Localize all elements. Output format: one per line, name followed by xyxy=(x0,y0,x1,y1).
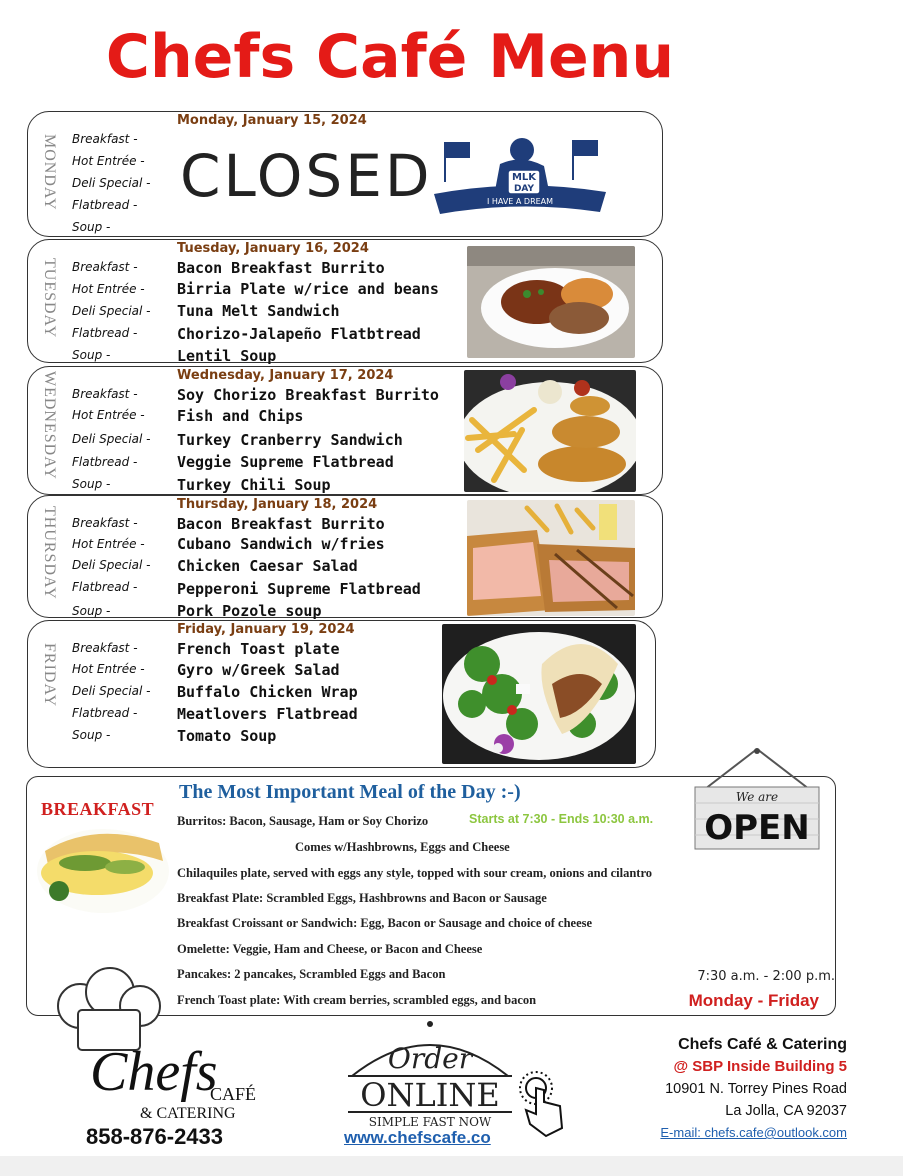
item-flatbread: Meatlovers Flatbread xyxy=(177,705,358,723)
breakfast-line: Breakfast Croissant or Sandwich: Egg, Bacon or Sausage and choice of cheese xyxy=(177,916,593,930)
label-breakfast: Breakfast - xyxy=(72,641,138,655)
item-hot-entree: Gyro w/Greek Salad xyxy=(177,661,340,679)
city-state-zip: La Jolla, CA 92037 xyxy=(725,1103,847,1119)
birria-plate-photo xyxy=(467,246,635,358)
bottom-strip xyxy=(0,1156,903,1176)
cubano-sandwich-photo xyxy=(467,500,635,616)
label-soup: Soup - xyxy=(72,728,111,742)
day-card-monday xyxy=(27,111,663,237)
label-flatbread: Flatbread - xyxy=(72,455,138,469)
label-hot-entree: Hot Entrée - xyxy=(72,537,145,551)
breakfast-line: Breakfast Plate: Scrambled Eggs, Hashbrowns and Bacon or Sausage xyxy=(177,891,547,905)
email-link[interactable]: E-mail: chefs.cafe@outlook.com xyxy=(660,1125,847,1140)
item-hot-entree: Fish and Chips xyxy=(177,407,304,425)
label-soup: Soup - xyxy=(72,604,111,618)
phone-number[interactable]: 858-876-2433 xyxy=(86,1124,224,1149)
date: Thursday, January 18, 2024 xyxy=(177,497,378,512)
open-sign-top: We are xyxy=(735,790,779,804)
website-link[interactable]: www.chefscafe.co xyxy=(344,1128,491,1147)
breakfast-headline: The Most Important Meal of the Day :-) xyxy=(179,781,521,803)
item-hot-entree: Birria Plate w/rice and beans xyxy=(177,280,439,298)
business-name: Chefs Café & Catering xyxy=(678,1036,847,1053)
day-name: WEDNESDAY xyxy=(41,371,58,480)
label-deli-special: Deli Special - xyxy=(72,176,151,190)
omelette-photo xyxy=(35,821,171,915)
street-address: 10901 N. Torrey Pines Road xyxy=(665,1081,847,1097)
day-card-wednesday xyxy=(27,366,663,495)
day-card-friday xyxy=(27,620,656,768)
gyro-salad-photo xyxy=(442,624,636,764)
day-card-tuesday xyxy=(27,239,663,363)
item-soup: Lentil Soup xyxy=(177,347,277,365)
breakfast-line: Burritos: Bacon, Sausage, Ham or Soy Chorizo xyxy=(177,814,429,828)
logo-main: Chefs xyxy=(90,1041,218,1103)
day-name: THURSDAY xyxy=(41,506,58,600)
dream-text: I HAVE A DREAM xyxy=(486,197,554,206)
open-sign-main: OPEN xyxy=(704,808,810,848)
order-tagline: SIMPLE FAST NOW xyxy=(368,1115,492,1129)
label-deli-special: Deli Special - xyxy=(72,304,151,318)
item-flatbread: Pepperoni Supreme Flatbread xyxy=(177,580,421,598)
label-flatbread: Flatbread - xyxy=(72,580,138,594)
label-hot-entree: Hot Entrée - xyxy=(72,408,145,422)
item-deli-special: Tuna Melt Sandwich xyxy=(177,302,340,320)
item-deli-special: Buffalo Chicken Wrap xyxy=(177,683,358,701)
logo-sub1: CAFÉ xyxy=(210,1084,257,1104)
breakfast-line: French Toast plate: With cream berries, scrambled eggs, and bacon xyxy=(177,993,537,1007)
label-flatbread: Flatbread - xyxy=(72,198,138,212)
order-main: ONLINE xyxy=(360,1076,500,1114)
business-location: @ SBP Inside Building 5 xyxy=(673,1058,847,1075)
label-soup: Soup - xyxy=(72,348,111,362)
day-text: DAY xyxy=(513,184,535,194)
item-hot-entree: Cubano Sandwich w/fries xyxy=(177,535,385,553)
date: Friday, January 19, 2024 xyxy=(177,622,355,637)
label-breakfast: Breakfast - xyxy=(72,260,138,274)
mlk-day-banner xyxy=(430,134,610,220)
item-breakfast: Soy Chorizo Breakfast Burrito xyxy=(177,386,439,404)
logo-sub2: & CATERING xyxy=(140,1105,236,1122)
menu-title: Chefs Café Menu xyxy=(105,22,675,92)
contact-info xyxy=(547,1034,847,1144)
label-flatbread: Flatbread - xyxy=(72,326,138,340)
service-hours: 7:30 a.m. - 2:00 p.m. xyxy=(697,969,835,984)
mlk-text: MLK xyxy=(511,172,537,183)
day-name: FRIDAY xyxy=(41,643,58,708)
label-hot-entree: Hot Entrée - xyxy=(72,282,145,296)
open-sign xyxy=(691,747,823,853)
label-breakfast: Breakfast - xyxy=(72,516,138,530)
day-card-thursday xyxy=(27,495,663,618)
label-soup: Soup - xyxy=(72,477,111,491)
item-flatbread: Veggie Supreme Flatbread xyxy=(177,453,394,471)
breakfast-line: Pancakes: 2 pancakes, Scrambled Eggs and Bacon xyxy=(177,967,446,981)
item-breakfast: Bacon Breakfast Burrito xyxy=(177,515,385,533)
breakfast-heading: BREAKFAST xyxy=(41,799,155,819)
date: Wednesday, January 17, 2024 xyxy=(177,368,394,383)
closed-notice: CLOSED xyxy=(180,142,433,210)
item-flatbread: Chorizo-Jalapeño Flatbtread xyxy=(177,325,421,343)
breakfast-hours-note: Starts at 7:30 - Ends 10:30 a.m. xyxy=(469,812,654,826)
label-flatbread: Flatbread - xyxy=(72,706,138,720)
label-hot-entree: Hot Entrée - xyxy=(72,662,145,676)
order-top: Order xyxy=(387,1042,473,1075)
day-name: MONDAY xyxy=(41,134,58,211)
label-soup: Soup - xyxy=(72,220,111,234)
service-days: Monday - Friday xyxy=(688,991,819,1010)
item-soup: Tomato Soup xyxy=(177,727,277,745)
label-breakfast: Breakfast - xyxy=(72,387,138,401)
day-name: TUESDAY xyxy=(41,258,58,339)
item-breakfast: French Toast plate xyxy=(177,640,340,658)
item-soup: Turkey Chili Soup xyxy=(177,476,331,494)
item-deli-special: Chicken Caesar Salad xyxy=(177,557,358,575)
breakfast-line: Chilaquiles plate, served with eggs any style, topped with sour cream, onions and cilantro xyxy=(177,866,653,880)
label-hot-entree: Hot Entrée - xyxy=(72,154,145,168)
chefs-cafe-logo xyxy=(40,966,300,1126)
item-breakfast: Bacon Breakfast Burrito xyxy=(177,259,385,277)
item-deli-special: Turkey Cranberry Sandwich xyxy=(177,431,403,449)
breakfast-line: Omelette: Veggie, Ham and Cheese, or Bacon and Cheese xyxy=(177,942,483,956)
label-deli-special: Deli Special - xyxy=(72,684,151,698)
item-soup: Pork Pozole soup xyxy=(177,602,322,620)
breakfast-line: Comes w/Hashbrowns, Eggs and Cheese xyxy=(295,840,510,854)
label-deli-special: Deli Special - xyxy=(72,558,151,572)
date: Tuesday, January 16, 2024 xyxy=(177,241,369,256)
label-deli-special: Deli Special - xyxy=(72,432,151,446)
label-breakfast: Breakfast - xyxy=(72,132,138,146)
date: Monday, January 15, 2024 xyxy=(177,113,367,128)
fish-and-chips-photo xyxy=(464,370,636,492)
